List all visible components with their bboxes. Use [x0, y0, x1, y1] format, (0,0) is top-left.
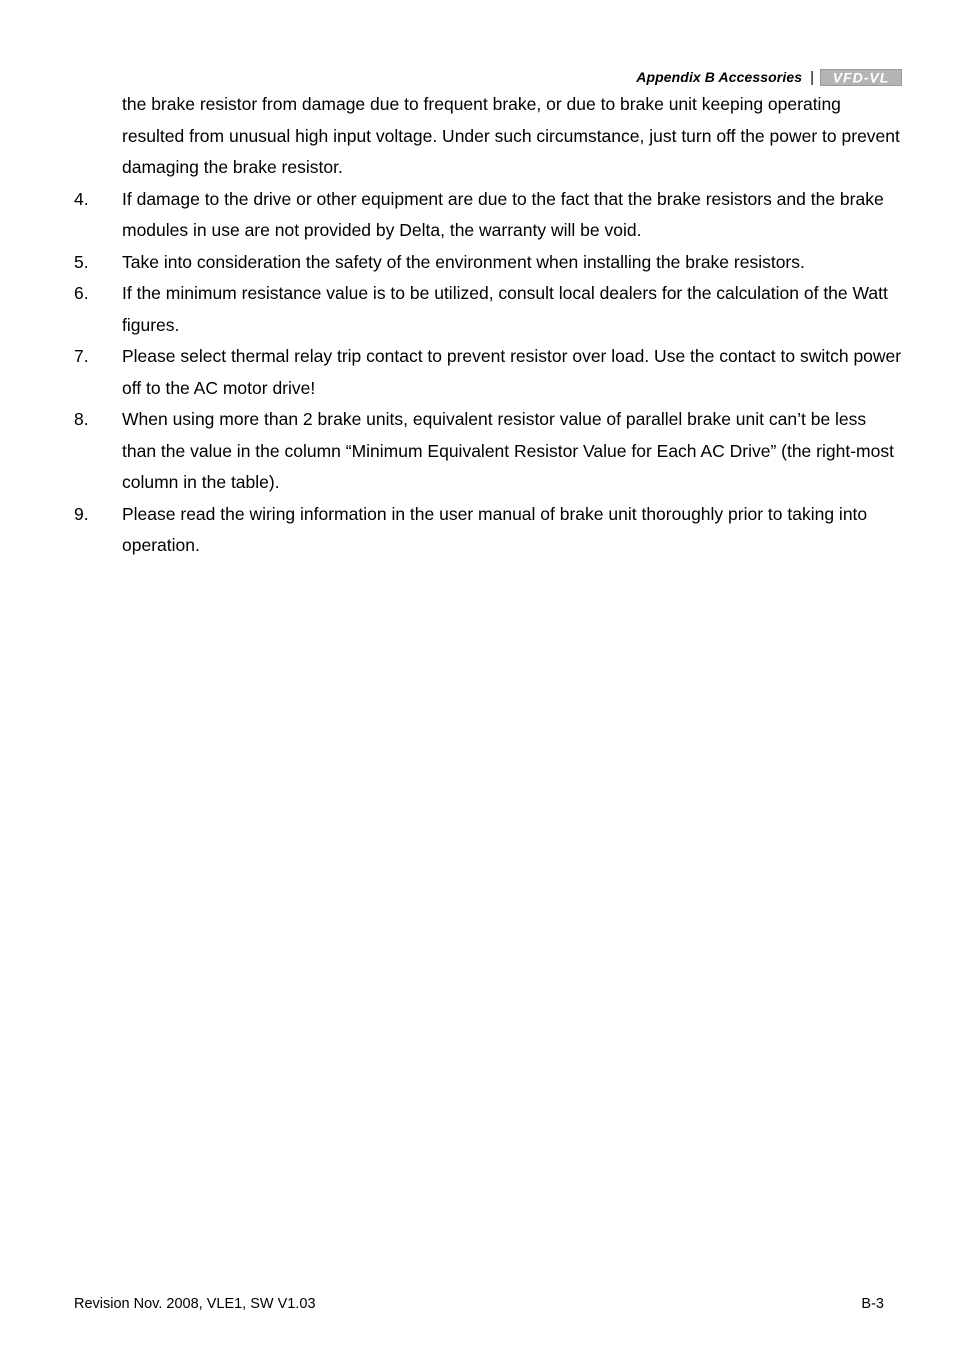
page-number: B-3: [861, 1296, 884, 1312]
continuation-paragraph: the brake resistor from damage due to frequent brake, or due to brake unit keeping operating resulted from unusual high input voltage. Under such circumstance, just turn off the power to prevent damaging the brake resistor.: [122, 94, 900, 177]
list-item-number: 9.: [74, 503, 89, 524]
list-item-text: When using more than 2 brake units, equivalent resistor value of parallel brake unit can’t be less than the value in the column “Minimum Equivalent Resistor Value for Each AC Drive” (the right-most column in the table).: [122, 409, 894, 492]
page-footer: [74, 1296, 884, 1312]
list-item-number: 7.: [74, 346, 89, 366]
page-header: [636, 66, 902, 88]
list-item-text: If the minimum resistance value is to be utilized, consult local dealers for the calculation of the Watt figures.: [122, 283, 888, 335]
list-item: [74, 341, 904, 404]
list-item-text: Please select thermal relay trip contact to prevent resistor over load. Use the contact to switch power off to the AC motor drive!: [122, 346, 902, 398]
header-separator: |: [810, 68, 814, 86]
list-item: [74, 499, 904, 562]
list-item-text: If damage to the drive or other equipment are due to the fact that the brake resistors and the brake modules in use are not provided by Delta, the warranty will be void.: [122, 188, 884, 240]
page-content: [74, 89, 904, 562]
list-item-number: 5.: [74, 251, 89, 272]
revision-info: Revision Nov. 2008, VLE1, SW V1.03: [74, 1296, 316, 1312]
vfd-vl-logo: [820, 69, 902, 86]
list-item-number: 8.: [74, 409, 89, 429]
list-item: [74, 278, 904, 341]
list-item-text: Please read the wiring information in the user manual of brake unit thoroughly prior to taking into operation.: [122, 503, 868, 555]
list-item-number: 6.: [74, 283, 89, 303]
list-item: [74, 404, 904, 499]
svg-text:VFD-VL: VFD-VL: [832, 69, 890, 85]
list-item: [74, 184, 904, 247]
list-item-text: Take into consideration the safety of the environment when installing the brake resistors.: [122, 251, 805, 272]
list-item: [74, 247, 904, 279]
list-item-number: 4.: [74, 188, 89, 209]
section-title: Appendix B Accessories: [636, 69, 803, 85]
